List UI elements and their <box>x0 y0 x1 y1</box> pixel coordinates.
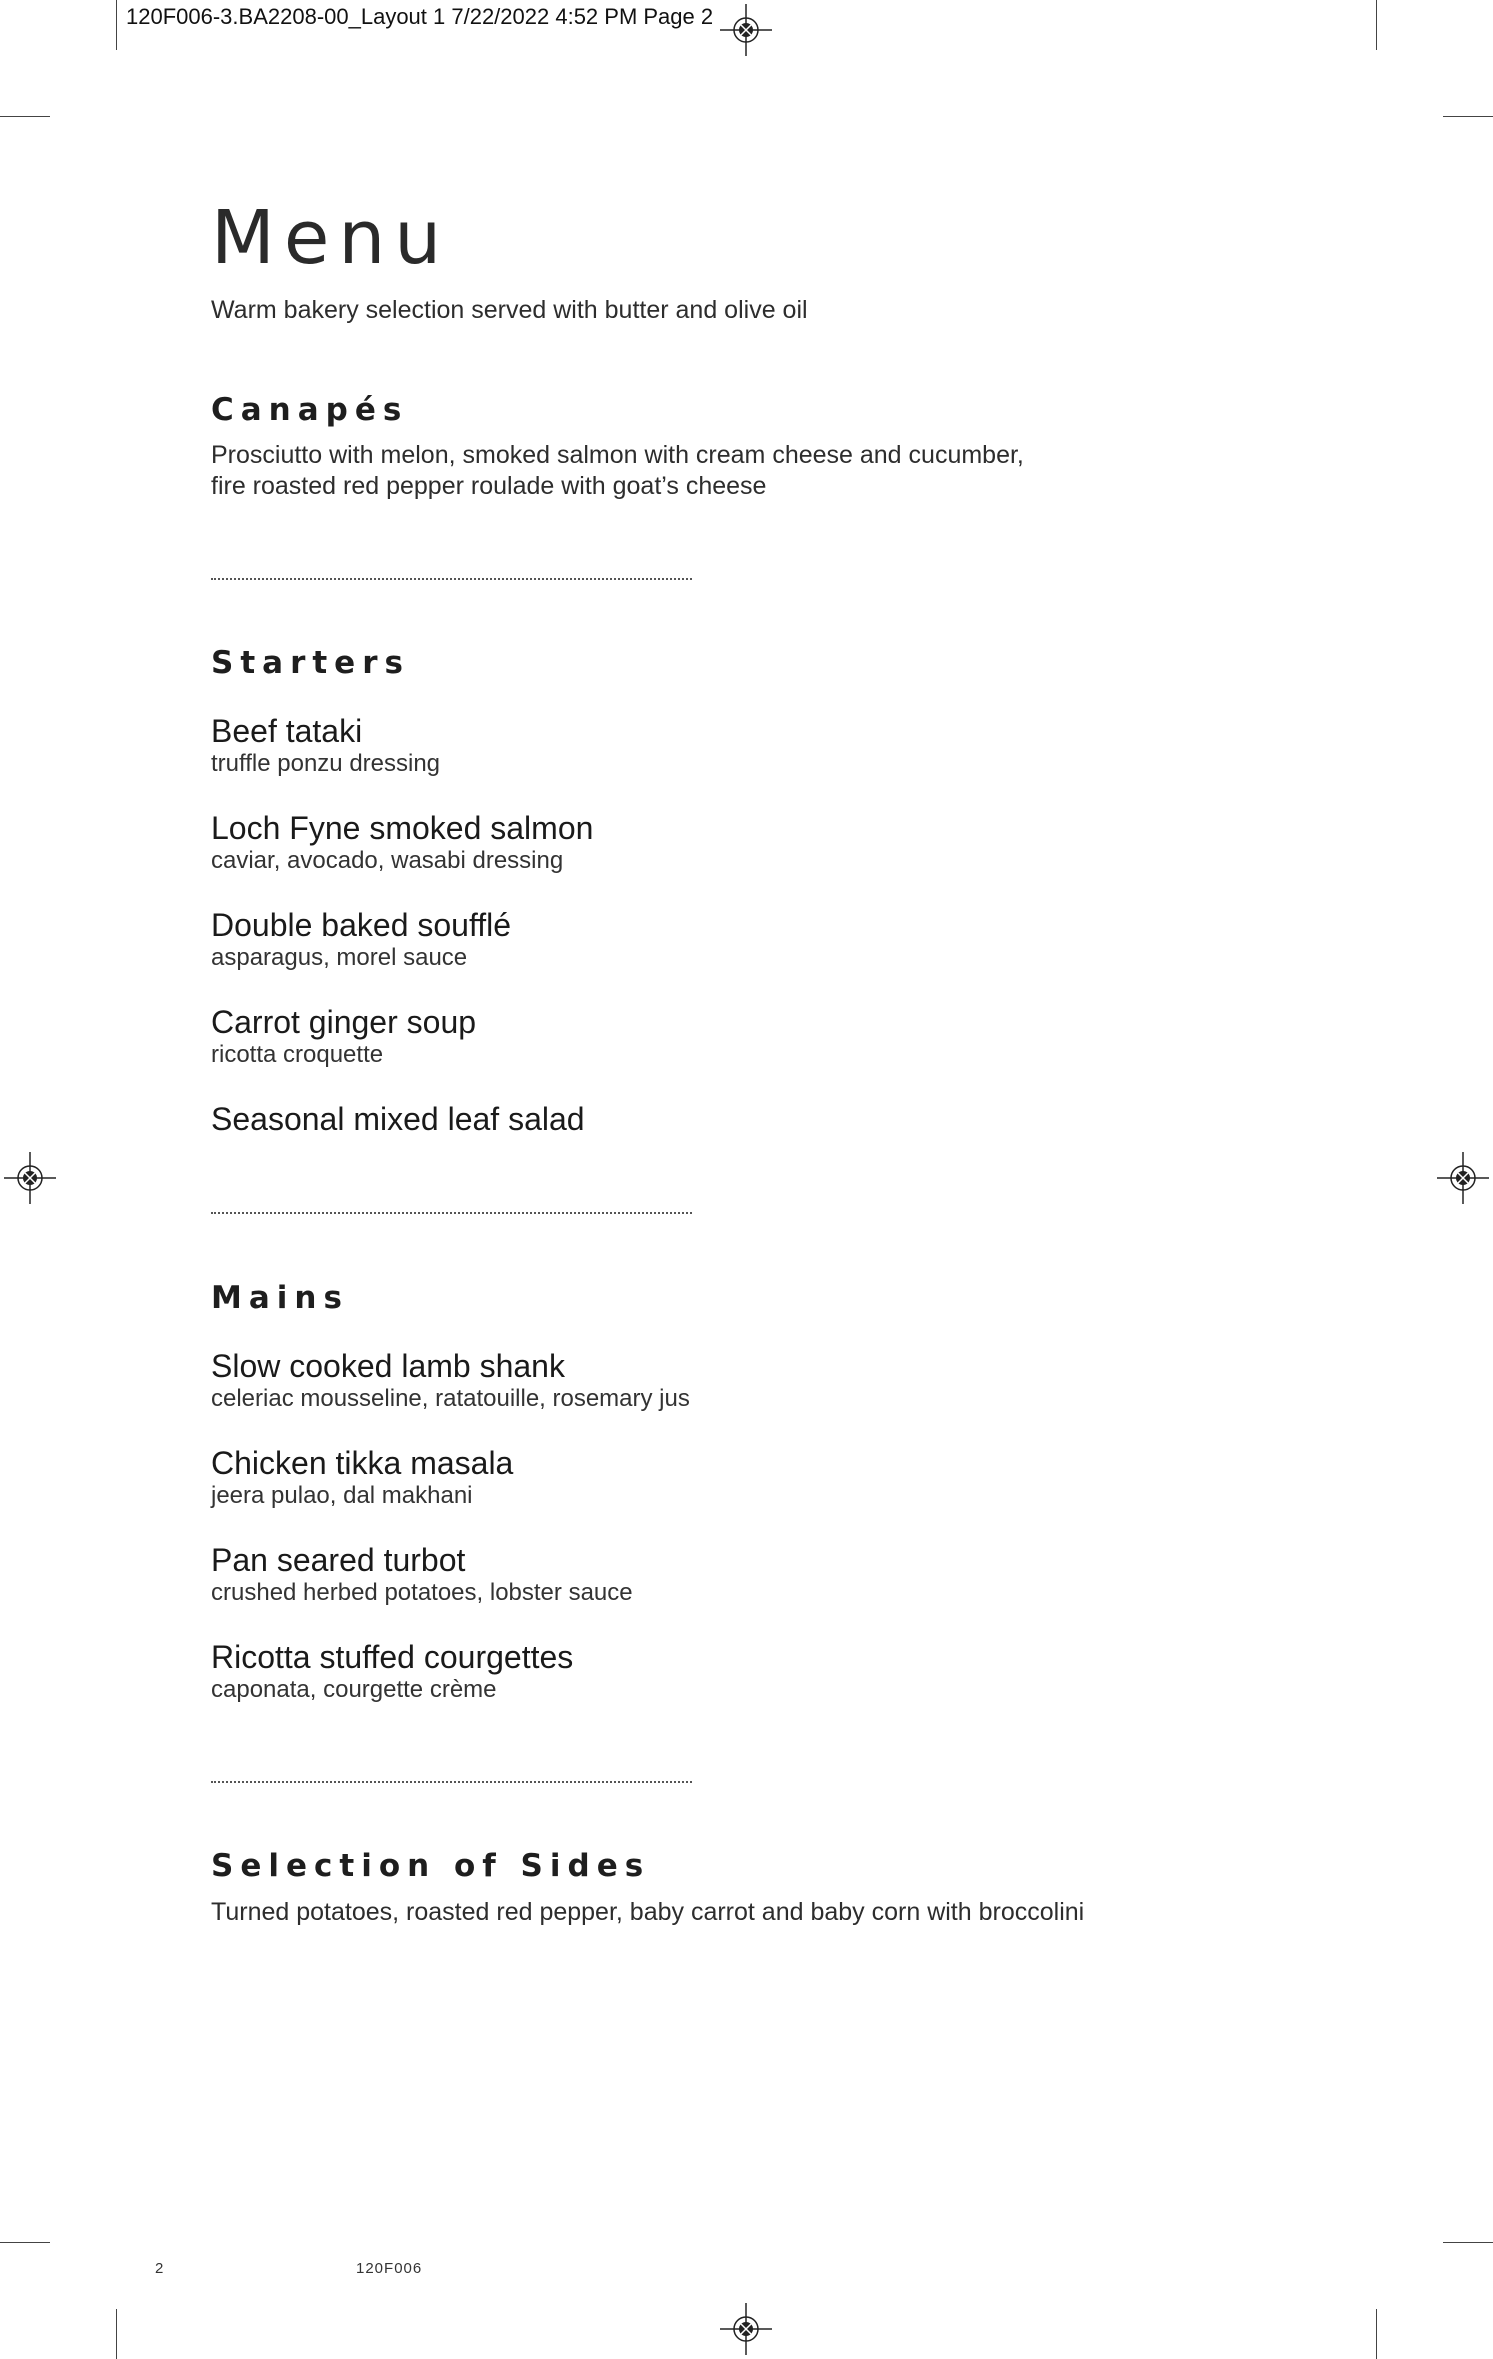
dish-name: Seasonal mixed leaf salad <box>211 1101 585 1137</box>
dish-description: crushed herbed potatoes, lobster sauce <box>211 1579 633 1606</box>
section-divider <box>211 1781 692 1783</box>
main-item <box>211 1347 690 1413</box>
dish-name: Double baked soufflé <box>211 907 512 943</box>
main-item <box>211 1444 513 1510</box>
crop-mark <box>0 2242 50 2243</box>
section-divider <box>211 1212 692 1214</box>
sides-heading: Selection of Sides <box>211 1848 651 1884</box>
dish-description: caviar, avocado, wasabi dressing <box>211 847 564 874</box>
dish-description: jeera pulao, dal makhani <box>211 1482 473 1509</box>
dish-description: truffle ponzu dressing <box>211 750 441 777</box>
dish-name: Carrot ginger soup <box>211 1004 477 1040</box>
printer-slug: 120F006-3.BA2208-00_Layout 1 7/22/2022 4:52 PM Page 2 <box>126 4 714 29</box>
dish-name: Loch Fyne smoked salmon <box>211 810 594 846</box>
starter-item <box>211 906 511 972</box>
starter-item <box>211 1003 476 1069</box>
canapes-description <box>211 440 1311 502</box>
menu-intro: Warm bakery selection served with butter and olive oil <box>211 296 808 324</box>
starter-item <box>211 712 440 778</box>
crop-mark <box>116 0 117 50</box>
dish-description: caponata, courgette crème <box>211 1676 497 1703</box>
page-title: Menu <box>211 195 451 281</box>
page-number: 2 <box>155 2260 164 2277</box>
registration-mark-icon <box>1437 1152 1489 1204</box>
starter-item <box>211 1100 585 1138</box>
canapes-heading: Canapés <box>211 392 409 428</box>
crop-mark <box>1376 2309 1377 2359</box>
mains-heading: Mains <box>211 1280 349 1316</box>
dish-name: Pan seared turbot <box>211 1542 466 1578</box>
registration-mark-icon <box>720 4 772 56</box>
main-item <box>211 1541 633 1607</box>
document-code: 120F006 <box>356 2260 423 2277</box>
dish-name: Chicken tikka masala <box>211 1445 514 1481</box>
registration-mark-icon <box>720 2303 772 2355</box>
sides-description: Turned potatoes, roasted red pepper, baby carrot and baby corn with broccolini <box>211 1898 1085 1926</box>
crop-mark <box>116 2309 117 2359</box>
canapes-line-2: fire roasted red pepper roulade with goat’s cheese <box>211 472 767 500</box>
dish-name: Slow cooked lamb shank <box>211 1348 565 1384</box>
dish-name: Beef tataki <box>211 713 363 749</box>
registration-mark-icon <box>4 1152 56 1204</box>
crop-mark <box>1443 116 1493 117</box>
crop-mark <box>1376 0 1377 50</box>
crop-mark <box>0 116 50 117</box>
section-divider <box>211 578 692 580</box>
dish-description: asparagus, morel sauce <box>211 944 468 971</box>
dish-description: ricotta croquette <box>211 1041 384 1068</box>
canapes-line-1: Prosciutto with melon, smoked salmon with cream cheese and cucumber, <box>211 441 1024 469</box>
starter-item <box>211 809 593 875</box>
main-item <box>211 1638 573 1704</box>
dish-description: celeriac mousseline, ratatouille, rosemary jus <box>211 1385 690 1412</box>
starters-heading: Starters <box>211 645 410 681</box>
dish-name: Ricotta stuffed courgettes <box>211 1639 574 1675</box>
crop-mark <box>1443 2242 1493 2243</box>
